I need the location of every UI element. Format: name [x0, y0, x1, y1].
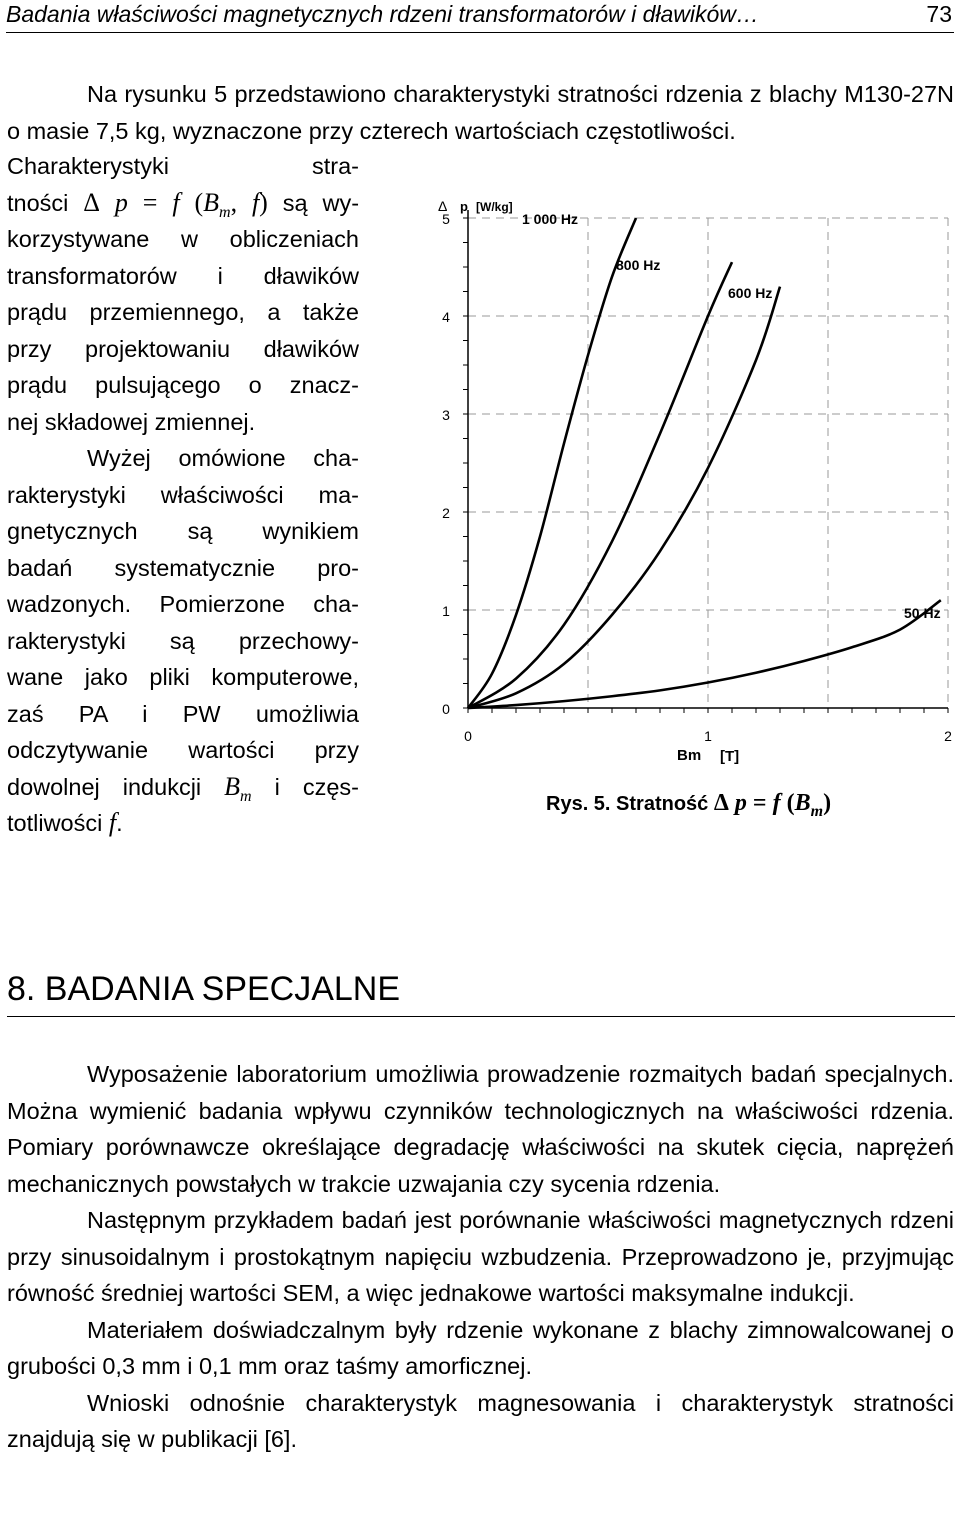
- series-label: 800 Hz: [616, 257, 661, 273]
- loss-chart: [430, 190, 960, 775]
- left-line-formula: tności Δ p = f ($B_m$, f) są wy-: [7, 187, 360, 221]
- intro-paragraph: [7, 76, 954, 149]
- series-label: 600 Hz: [728, 285, 773, 301]
- series-label: 50 Hz: [904, 605, 941, 621]
- left-line: prądu pulsującego o znacz-: [7, 372, 359, 398]
- left-line: rakterystyki są przechowy-: [7, 627, 359, 654]
- left-line: badań systematycznie pro-: [7, 554, 359, 581]
- running-header: [6, 0, 954, 33]
- y-tick-label: 5: [442, 211, 450, 227]
- y-axis-unit: [W/kg]: [476, 200, 513, 214]
- y-axis-label-delta: Δ: [438, 198, 448, 214]
- x-axis-unit: [T]: [720, 748, 740, 765]
- body-paragraph: Materiałem doświadczalnym były rdzenie wykonane z blachy zimnowalcowanej o grubości 0,3 mm i 0,1 mm oraz taśmy amorficznej.: [7, 1316, 954, 1379]
- x-tick-label: 2: [944, 728, 952, 744]
- left-line-induction: dowolnej indukcji $B_m$ i częs-: [7, 771, 359, 805]
- left-line: Wyżej omówione cha-: [87, 445, 359, 471]
- page-number: 73: [926, 1, 952, 27]
- left-column-text: [7, 148, 359, 842]
- y-axis-label: p: [460, 199, 468, 214]
- series-curve: [468, 218, 636, 708]
- running-title: Badania właściwości magnetycznych rdzeni transformatorów i dławików…: [6, 1, 759, 27]
- x-tick-label: 0: [464, 728, 472, 744]
- series-label: 1 000 Hz: [522, 211, 579, 227]
- section-body: [7, 1056, 954, 1458]
- y-tick-label: 0: [442, 701, 450, 717]
- left-line: korzystywane w obliczeniach: [7, 226, 359, 252]
- left-line: odczytywanie wartości przy: [7, 737, 359, 763]
- body-paragraph: Następnym przykładem badań jest porównanie właściwości magnetycznych rdzeni przy sinusoidalnym i prostokątnym napięciu wzbudzenia. Przeprowadzono je, przyjmując równość średniej wartości SEM, a więc jednakowe wartości maksymalne indukcji.: [7, 1207, 954, 1306]
- x-tick-label: 1: [704, 728, 712, 744]
- left-line: prądu przemiennego, a także: [7, 299, 359, 325]
- left-line: wadzonych. Pomierzone cha-: [7, 591, 359, 617]
- body-paragraph: Wyposażenie laboratorium umożliwia prowadzenie rozmaitych badań specjalnych. Można wymienić badania wpływu czynników technologicznych na właściwości rdzenia. Pomiary porównawcze określające degradację właściwości na skutek cięcia, naprężeń mechanicznych powstałych w trakcie uzwajania czy sycenia rdzenia.: [7, 1061, 954, 1197]
- left-line: rakterystyki właściwości ma-: [7, 481, 359, 508]
- left-line: nej składowej zmiennej.: [7, 408, 256, 435]
- left-line: wane jako pliki komputerowe,: [7, 664, 359, 690]
- x-axis-label: Bm: [677, 747, 702, 764]
- y-tick-label: 3: [442, 407, 450, 423]
- y-tick-label: 1: [442, 603, 450, 619]
- left-line: Charakterystyki stra-: [7, 153, 359, 179]
- left-line: transformatorów i dławików: [7, 262, 359, 289]
- section-heading: 8. BADANIA SPECJALNE: [7, 970, 955, 1017]
- y-tick-label: 2: [442, 505, 450, 521]
- series-curve: [468, 287, 780, 708]
- series-curve: [468, 600, 941, 708]
- formula-dp: Δ p = f ($B_m$, f): [83, 187, 268, 221]
- figure-caption: Rys. 5. Stratność Δ p = f $(B_m)$: [546, 790, 832, 820]
- left-line: zaś PA i PW umożliwia: [7, 700, 359, 727]
- left-line-frequency: totliwości f.: [7, 808, 123, 837]
- left-line: przy projektowaniu dławików: [7, 335, 359, 362]
- left-line: gnetycznych są wynikiem: [7, 518, 359, 544]
- y-tick-label: 4: [442, 309, 450, 325]
- intro-text: Na rysunku 5 przedstawiono charakterystyki stratności rdzenia z blachy M130-27N o masie 7,5 kg, wyznaczone przy czterech wartościach częstotliwości.: [7, 81, 954, 144]
- body-paragraph: Wnioski odnośnie charakterystyk magnesowania i charakterystyk stratności znajdują się w publikacji [6].: [7, 1389, 954, 1452]
